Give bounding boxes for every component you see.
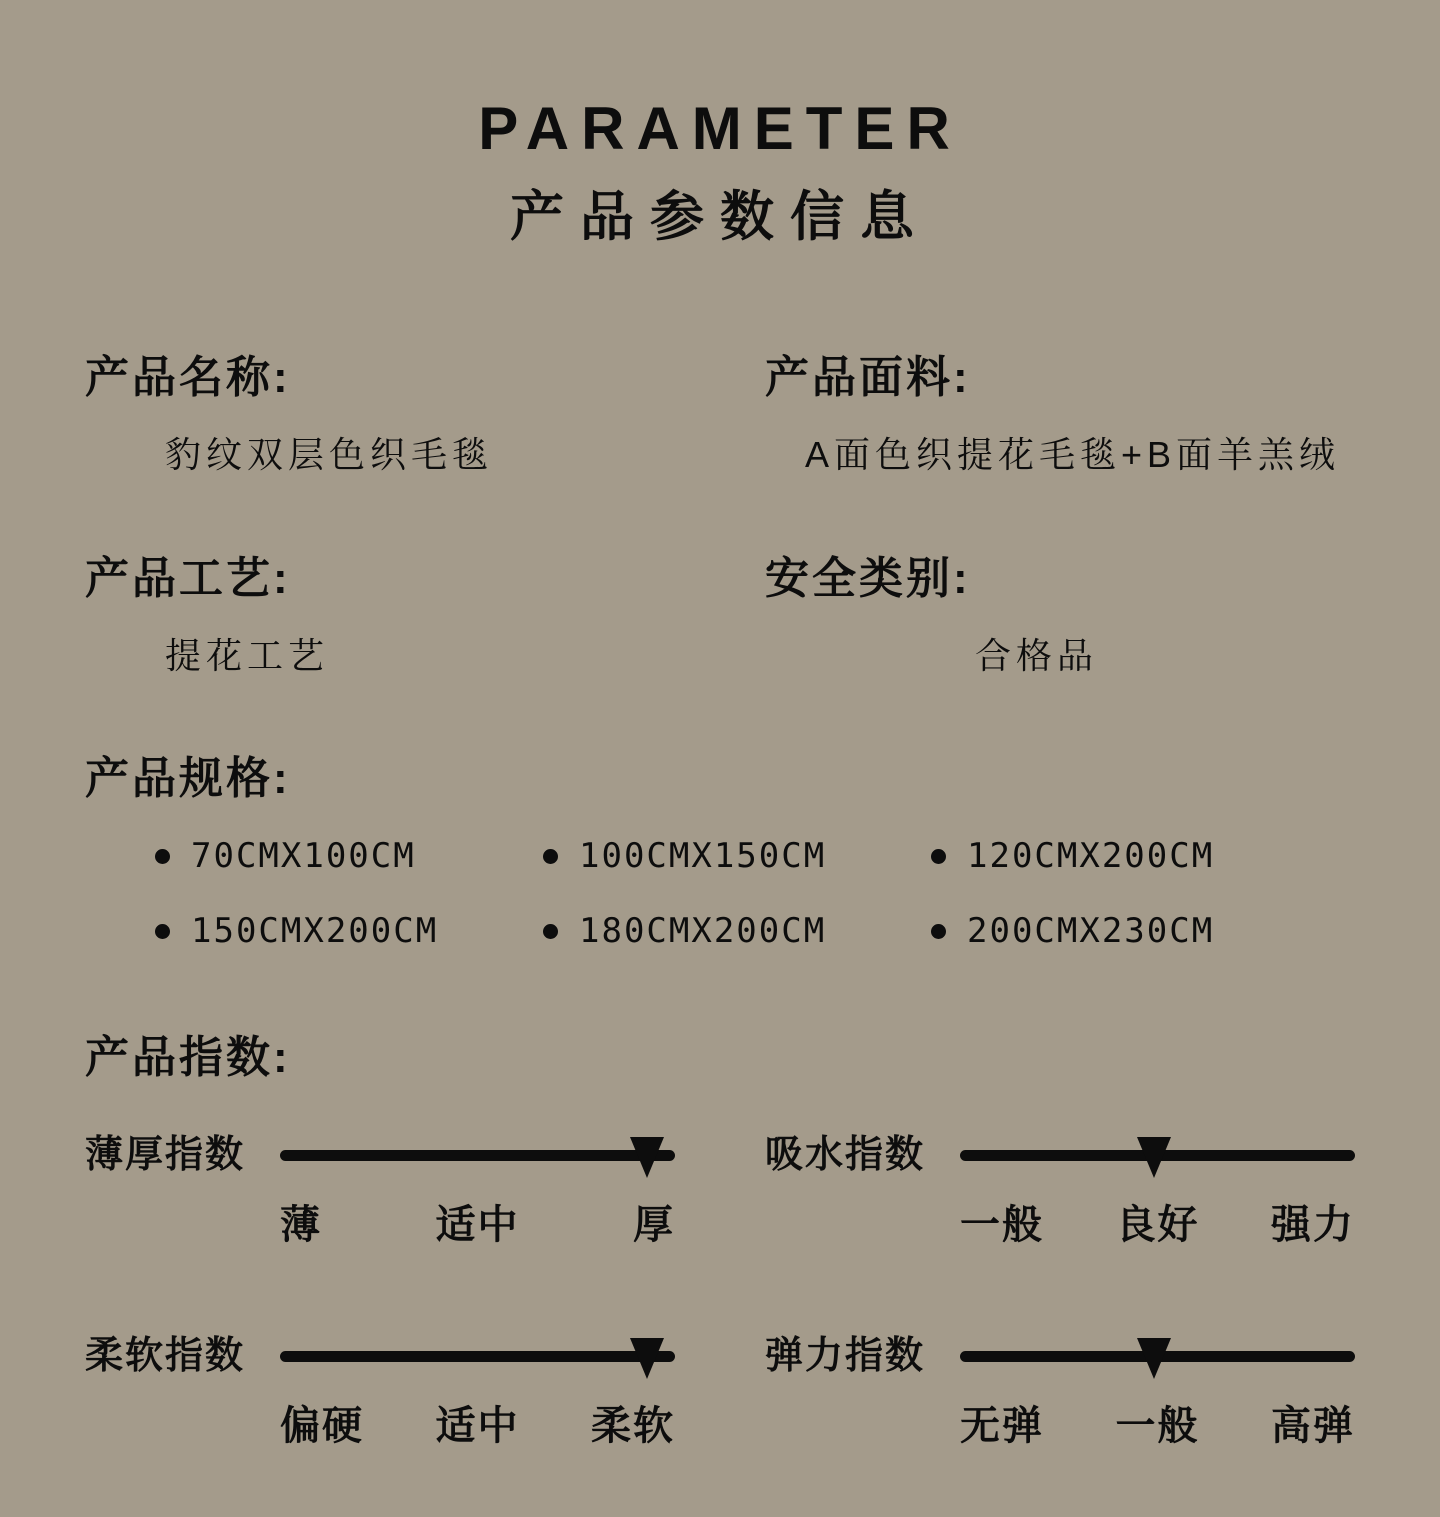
field-label: 产品工艺:	[85, 554, 291, 604]
field-value: 提花工艺	[165, 635, 330, 677]
level-label: 适中	[435, 1404, 520, 1449]
bullet-dot-icon	[931, 849, 946, 864]
level-label: 厚	[633, 1203, 675, 1248]
track-line	[280, 1150, 675, 1161]
field-safety-category	[765, 554, 1440, 678]
level-label: 一般	[960, 1203, 1044, 1248]
size-text: 180CMX200CM	[579, 911, 827, 952]
page-title-en: PARAMETER	[478, 95, 962, 162]
size-text: 200CMX230CM	[967, 911, 1215, 952]
field-product-name	[85, 353, 765, 477]
level-label: 无弹	[960, 1404, 1044, 1449]
size-item	[543, 909, 931, 953]
slider-name: 薄厚指数	[85, 1134, 246, 1177]
slider-track	[960, 1351, 1355, 1362]
field-label: 产品面料:	[765, 353, 971, 403]
index-slider-grid	[0, 1133, 1440, 1450]
track-line	[280, 1351, 675, 1362]
marker-triangle-icon	[1137, 1338, 1171, 1379]
slider-track	[280, 1351, 675, 1362]
level-label: 一般	[1115, 1404, 1200, 1449]
bullet-dot-icon	[543, 924, 558, 939]
level-label: 良好	[1115, 1203, 1200, 1248]
sizes-grid	[0, 834, 1440, 953]
slider-row	[765, 1334, 1440, 1378]
slider-name: 弹力指数	[765, 1335, 926, 1378]
size-item	[931, 834, 1440, 878]
bullet-dot-icon	[931, 924, 946, 939]
slider-name: 吸水指数	[765, 1134, 926, 1177]
marker-triangle-icon	[630, 1338, 664, 1379]
level-label: 强力	[1271, 1203, 1355, 1248]
slider-softness	[85, 1334, 765, 1450]
level-label: 柔软	[591, 1404, 675, 1449]
slider-levels	[280, 1402, 675, 1450]
page-title-cn: 产品参数信息	[510, 187, 930, 247]
slider-thickness	[85, 1133, 765, 1249]
field-product-fabric	[765, 353, 1440, 477]
info-grid	[0, 353, 1440, 678]
field-product-craft	[85, 554, 765, 678]
slider-levels	[280, 1201, 675, 1249]
field-label: 安全类别:	[765, 554, 971, 604]
level-label: 高弹	[1271, 1404, 1355, 1449]
slider-row	[85, 1334, 765, 1378]
slider-name: 柔软指数	[85, 1335, 246, 1378]
bullet-dot-icon	[543, 849, 558, 864]
size-item	[155, 909, 543, 953]
field-value: 合格品	[975, 635, 1099, 677]
marker-triangle-icon	[1137, 1137, 1171, 1178]
specs-section-label: 产品规格:	[85, 754, 291, 804]
slider-elasticity	[765, 1334, 1440, 1450]
slider-track	[280, 1150, 675, 1161]
field-value: A面色织提花毛毯+B面羊羔绒	[805, 434, 1341, 476]
size-text: 70CMX100CM	[191, 836, 416, 877]
slider-levels	[960, 1402, 1355, 1450]
size-text: 120CMX200CM	[967, 836, 1215, 877]
slider-row	[765, 1133, 1440, 1177]
slider-absorbency	[765, 1133, 1440, 1249]
slider-levels	[960, 1201, 1355, 1249]
size-item	[155, 834, 543, 878]
level-label: 适中	[435, 1203, 520, 1248]
slider-track	[960, 1150, 1355, 1161]
size-text: 150CMX200CM	[191, 911, 439, 952]
field-label: 产品名称:	[85, 353, 291, 403]
bullet-dot-icon	[155, 849, 170, 864]
size-item	[931, 909, 1440, 953]
marker-triangle-icon	[630, 1137, 664, 1178]
slider-row	[85, 1133, 765, 1177]
index-section-label: 产品指数:	[85, 1033, 291, 1083]
field-value: 豹纹双层色织毛毯	[165, 434, 494, 476]
level-label: 薄	[280, 1203, 322, 1248]
bullet-dot-icon	[155, 924, 170, 939]
size-text: 100CMX150CM	[579, 836, 827, 877]
level-label: 偏硬	[280, 1404, 364, 1449]
size-item	[543, 834, 931, 878]
